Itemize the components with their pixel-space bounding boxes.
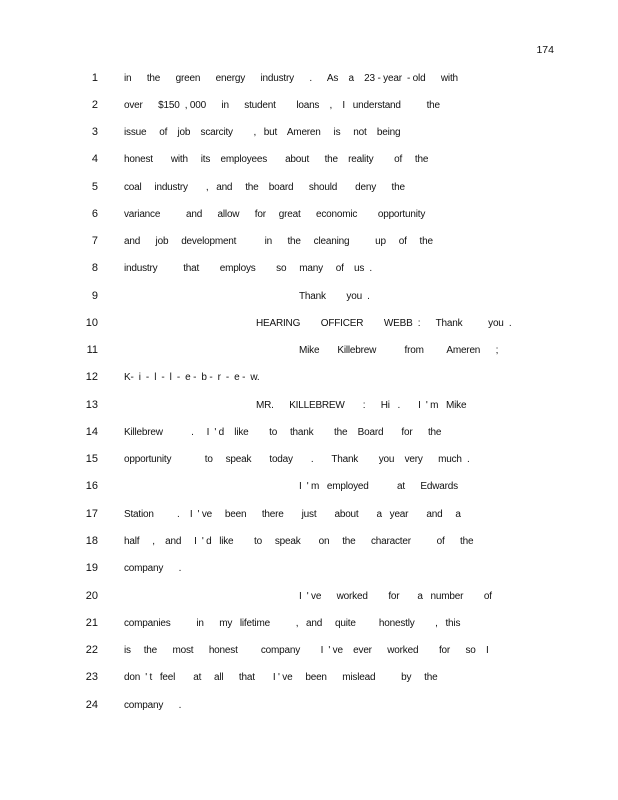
line-number: 22 (85, 644, 98, 656)
line-text: Station . I ' ve been there just about a year and a (124, 509, 461, 520)
transcript-line (0, 644, 618, 660)
line-number: 23 (85, 671, 98, 683)
line-text: industry that employs so many of us . (124, 263, 372, 274)
line-number: 20 (85, 590, 98, 602)
line-number: 9 (91, 290, 98, 302)
line-number: 17 (85, 508, 98, 520)
line-text: and job development in the cleaning up of the (124, 236, 433, 247)
line-text: in the green energy industry . As a 23 - year - old with (124, 73, 458, 84)
line-number: 2 (91, 99, 98, 111)
transcript-line (0, 153, 618, 169)
line-text: company . (124, 563, 182, 574)
line-text: MR. KILLEBREW : Hi . I ' m Mike (256, 400, 467, 411)
line-text: K- i - l - l - e - b - r - e - w. (124, 372, 260, 383)
transcript-line (0, 262, 618, 278)
line-text: honest with its employees about the reality of the (124, 154, 429, 165)
transcript-line (0, 508, 618, 524)
transcript-line (0, 235, 618, 251)
transcript-line (0, 344, 618, 360)
line-number: 18 (85, 535, 98, 547)
transcript-line (0, 562, 618, 578)
line-number: 3 (91, 126, 98, 138)
line-number: 11 (86, 344, 98, 356)
page-number: 174 (536, 44, 554, 56)
transcript-line (0, 426, 618, 442)
transcript-line (0, 99, 618, 115)
line-number: 24 (85, 699, 98, 711)
line-text: is the most honest company I ' ve ever worked for so I (124, 645, 489, 656)
line-text: coal industry , and the board should deny the (124, 182, 405, 193)
transcript-line (0, 317, 618, 333)
line-text: Mike Killebrew from Ameren ; (299, 345, 499, 356)
transcript-line (0, 671, 618, 687)
line-number: 19 (85, 562, 98, 574)
line-number: 15 (85, 453, 98, 465)
line-text: companies in my lifetime , and quite honestly , this (124, 618, 461, 629)
line-text: I ' ve worked for a number of (299, 591, 492, 602)
transcript-line (0, 72, 618, 88)
transcript-line (0, 371, 618, 387)
line-number: 14 (85, 426, 98, 438)
line-number: 6 (91, 208, 98, 220)
transcript-line (0, 535, 618, 551)
line-number: 1 (91, 72, 98, 84)
transcript-line (0, 208, 618, 224)
transcript-line (0, 453, 618, 469)
transcript-line (0, 480, 618, 496)
line-text: half , and I ' d like to speak on the character of the (124, 536, 474, 547)
line-text: don ' t feel at all that I ' ve been mislead by the (124, 672, 438, 683)
line-number: 10 (85, 317, 98, 329)
line-text: HEARING OFFICER WEBB : Thank you . (256, 318, 512, 329)
line-text: over $150 , 000 in student loans , I understand the (124, 100, 440, 111)
line-text: Killebrew . I ' d like to thank the Board for the (124, 427, 442, 438)
line-number: 16 (85, 480, 98, 492)
line-text: company . (124, 700, 182, 711)
transcript-line (0, 617, 618, 633)
line-text: opportunity to speak today . Thank you very much . (124, 454, 470, 465)
transcript-line (0, 290, 618, 306)
line-text: Thank you . (299, 291, 370, 302)
line-number: 5 (91, 181, 98, 193)
line-number: 8 (91, 262, 98, 274)
transcript-line (0, 399, 618, 415)
line-text: I ' m employed at Edwards (299, 481, 458, 492)
transcript-line (0, 699, 618, 715)
line-number: 21 (85, 617, 98, 629)
line-number: 12 (85, 371, 98, 383)
line-text: variance and allow for great economic opportunity (124, 209, 426, 220)
transcript-line (0, 590, 618, 606)
line-number: 7 (91, 235, 98, 247)
transcript-line (0, 126, 618, 142)
line-number: 4 (91, 153, 98, 165)
line-number: 13 (85, 399, 98, 411)
transcript-line (0, 181, 618, 197)
line-text: issue of job scarcity , but Ameren is not being (124, 127, 401, 138)
